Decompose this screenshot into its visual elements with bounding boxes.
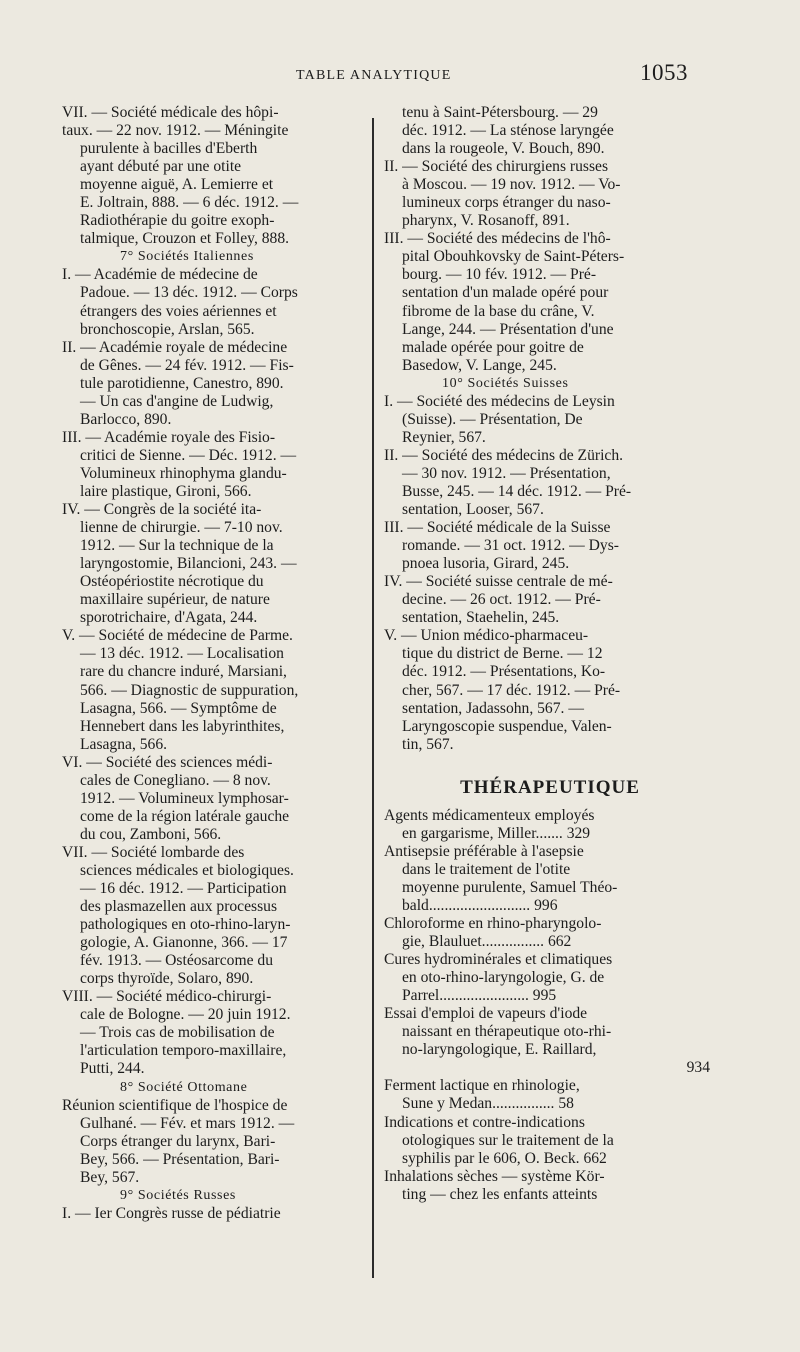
index-line: VII. — Société lombarde des [62, 843, 245, 861]
index-line-continuation: 566. — Diagnostic de suppuration, [80, 681, 299, 699]
index-line-continuation: critici de Sienne. — Déc. 1912. — [80, 446, 297, 464]
society-group-heading: 7° Sociétés Italiennes [120, 249, 254, 265]
index-line-continuation: maxillaire supérieur, de nature [80, 591, 270, 609]
index-line: I. — Académie de médecine de [62, 266, 258, 284]
right-column [384, 104, 716, 1204]
index-line-continuation: pital Obouhkovsky de Saint-Péters- [402, 248, 625, 266]
index-line-continuation: Busse, 245. — 14 déc. 1912. — Pré- [402, 482, 632, 500]
index-line: Indications et contre-indications [384, 1113, 585, 1131]
index-line: IV. — Congrès de la société ita- [62, 501, 262, 519]
index-line-page-ref: 934 [686, 1059, 710, 1077]
index-line-continuation: — 30 nov. 1912. — Présentation, [402, 464, 611, 482]
index-line-continuation: pnoea lusoria, Girard, 245. [402, 555, 570, 573]
index-line-continuation: Volumineux rhinophyma glandu- [80, 464, 287, 482]
index-line-continuation: decine. — 26 oct. 1912. — Pré- [402, 591, 601, 609]
index-line-continuation: syphilis par le 606, O. Beck. 662 [402, 1149, 607, 1167]
index-line-continuation: Bey, 566. — Présentation, Bari- [80, 1150, 280, 1168]
index-line-continuation: rare du chancre induré, Marsiani, [80, 663, 287, 681]
index-line-continuation: E. Joltrain, 888. — 6 déc. 1912. — [80, 194, 299, 212]
index-line-continuation: malade opérée pour goitre de [402, 338, 584, 356]
index-line-continuation: Radiothérapie du goitre exoph- [80, 212, 275, 230]
index-line-continuation: à Moscou. — 19 nov. 1912. — Vo- [402, 176, 621, 194]
index-line-continuation: — Un cas d'angine de Ludwig, [80, 392, 274, 410]
index-line-continuation: laire plastique, Gironi, 566. [80, 482, 252, 500]
index-line: V. — Union médico-pharmaceu- [384, 627, 589, 645]
index-line: III. — Société médicale de la Suisse [384, 519, 611, 537]
index-line-continuation: Lange, 244. — Présentation d'une [402, 320, 614, 338]
index-line: Antisepsie préférable à l'asepsie [384, 842, 584, 860]
index-line-continuation: tenu à Saint-Pétersbourg. — 29 [402, 104, 598, 121]
index-line-continuation: talmique, Crouzon et Folley, 888. [80, 230, 290, 248]
index-line-continuation: otologiques sur le traitement de la [402, 1131, 614, 1149]
index-line-continuation: Parrel....................... 995 [402, 987, 557, 1005]
index-line-continuation: pharynx, V. Rosanoff, 891. [402, 212, 570, 230]
index-line-continuation: (Suisse). — Présentation, De [402, 410, 583, 428]
index-line: Chloroforme en rhino-pharyngolo- [384, 915, 602, 933]
society-group-heading: 9° Sociétés Russes [120, 1187, 236, 1203]
index-line-continuation: gologie, A. Gianonne, 366. — 17 [80, 934, 288, 952]
index-line-continuation: ting — chez les enfants atteints [402, 1185, 598, 1203]
index-line-continuation: 1912. — Volumineux lymphosar- [80, 789, 289, 807]
left-column [62, 104, 368, 1223]
index-line-continuation: Padoue. — 13 déc. 1912. — Corps [80, 284, 298, 302]
index-line-continuation: gie, Blauluet................ 662 [402, 933, 572, 951]
index-line-continuation: tique du district de Berne. — 12 [402, 645, 603, 663]
index-line-continuation: — 16 déc. 1912. — Participation [80, 880, 287, 898]
index-line-continuation: bronchoscopie, Arslan, 565. [80, 320, 255, 338]
index-line-continuation: fév. 1913. — Ostéosarcome du [80, 952, 273, 970]
page-number: 1053 [640, 60, 688, 85]
index-line-continuation: moyenne purulente, Samuel Théo- [402, 878, 618, 896]
index-line-continuation: dans la rougeole, V. Bouch, 890. [402, 140, 605, 158]
index-line-continuation: — 13 déc. 1912. — Localisation [80, 645, 284, 663]
index-line-continuation: sporotrichaire, d'Agata, 244. [80, 609, 258, 627]
running-head [0, 60, 800, 92]
index-line-continuation: — Trois cas de mobilisation de [80, 1024, 275, 1042]
index-line-continuation: 1912. — Sur la technique de la [80, 537, 274, 555]
index-line-continuation: naissant en thérapeutique oto-rhi- [402, 1023, 612, 1041]
index-line-continuation: dans le traitement de l'otite [402, 860, 571, 878]
index-line: VII. — Société médicale des hôpi- [62, 104, 279, 121]
running-head-title: TABLE ANALYTIQUE [296, 68, 452, 83]
section-heading: THÉRAPEUTIQUE [460, 776, 640, 798]
index-line-continuation: Bey, 567. [80, 1168, 140, 1186]
index-line-continuation: tule parotidienne, Canestro, 890. [80, 374, 284, 392]
index-line-continuation: tin, 567. [402, 735, 454, 753]
society-group-heading: 8° Société Ottomane [120, 1079, 248, 1095]
index-line-continuation: moyenne aiguë, A. Lemierre et [80, 176, 274, 194]
index-line: Cures hydrominérales et climatiques [384, 951, 613, 969]
index-line-continuation: Reynier, 567. [402, 428, 486, 446]
index-line-continuation: Lasagna, 566. — Symptôme de [80, 699, 277, 717]
index-line-continuation: Barlocco, 890. [80, 410, 172, 428]
index-line-continuation: Sune y Medan................ 58 [402, 1095, 574, 1113]
index-line: I. — Société des médecins de Leysin [384, 392, 615, 410]
index-line-continuation: cher, 567. — 17 déc. 1912. — Pré- [402, 681, 621, 699]
index-line-continuation: romande. — 31 oct. 1912. — Dys- [402, 537, 619, 555]
index-line: VI. — Société des sciences médi- [62, 753, 273, 771]
index-line-continuation: Ostéopériostite nécrotique du [80, 573, 264, 591]
index-line-continuation: Corps étranger du larynx, Bari- [80, 1132, 276, 1150]
index-line-continuation: come de la région latérale gauche [80, 807, 290, 825]
index-line: III. — Académie royale des Fisio- [62, 428, 276, 446]
index-line-continuation: ayant débuté par une otite [80, 158, 242, 176]
index-line: II. — Société des chirurgiens russes [384, 158, 609, 176]
index-line-continuation: Putti, 244. [80, 1060, 145, 1078]
index-line: Inhalations sèches — système Kör- [384, 1167, 605, 1185]
index-line-continuation: bourg. — 10 fév. 1912. — Pré- [402, 266, 597, 284]
index-line: III. — Société des médecins de l'hô- [384, 230, 611, 248]
index-line-continuation: Hennebert dans les labyrinthites, [80, 717, 285, 735]
index-line-continuation: cale de Bologne. — 20 juin 1912. [80, 1006, 291, 1024]
index-line: II. — Académie royale de médecine [62, 338, 288, 356]
index-line-continuation: en gargarisme, Miller....... 329 [402, 824, 591, 842]
index-line-continuation: lumineux corps étranger du naso- [402, 194, 611, 212]
index-line-continuation: du cou, Zamboni, 566. [80, 825, 222, 843]
index-line-continuation: de Gênes. — 24 fév. 1912. — Fis- [80, 356, 294, 374]
index-line-continuation: Basedow, V. Lange, 245. [402, 356, 557, 374]
index-line-continuation: sentation, Staehelin, 245. [402, 609, 560, 627]
index-line: taux. — 22 nov. 1912. — Méningite [62, 122, 289, 140]
column-divider [372, 118, 374, 1278]
index-line-continuation: Lasagna, 566. [80, 735, 168, 753]
index-line-continuation: corps thyroïde, Solaro, 890. [80, 970, 254, 988]
index-line-continuation: étrangers des voies aériennes et [80, 302, 277, 320]
index-line-continuation: lienne de chirurgie. — 7-10 nov. [80, 519, 283, 537]
index-line-continuation: bald.......................... 996 [402, 896, 558, 914]
index-line-continuation: Gulhané. — Fév. et mars 1912. — [80, 1114, 295, 1132]
index-line: I. — Ier Congrès russe de pédiatrie [62, 1204, 281, 1222]
index-line-continuation: sciences médicales et biologiques. [80, 861, 294, 879]
index-line-continuation: fibrome de la base du crâne, V. [402, 302, 595, 320]
index-line-continuation: sentation, Looser, 567. [402, 501, 544, 519]
index-line-continuation: Laryngoscopie suspendue, Valen- [402, 717, 612, 735]
index-line: II. — Société des médecins de Zürich. [384, 446, 624, 464]
index-line-continuation: des plasmazellen aux processus [80, 898, 278, 916]
index-line-continuation: déc. 1912. — Présentations, Ko- [402, 663, 606, 681]
index-line-continuation: laryngostomie, Bilancioni, 243. — [80, 555, 297, 573]
index-line: Réunion scientifique de l'hospice de [62, 1096, 288, 1114]
index-line-continuation: no-laryngologique, E. Raillard, [402, 1041, 597, 1059]
index-line: Agents médicamenteux employés [384, 806, 595, 824]
index-line: IV. — Société suisse centrale de mé- [384, 573, 613, 591]
index-line: V. — Société de médecine de Parme. [62, 627, 293, 645]
index-line-continuation: déc. 1912. — La sténose laryngée [402, 122, 614, 140]
index-line: Essai d'emploi de vapeurs d'iode [384, 1005, 588, 1023]
index-line-continuation: sentation d'un malade opéré pour [402, 284, 609, 302]
index-line-continuation: sentation, Jadassohn, 567. — [402, 699, 584, 717]
index-line: VIII. — Société médico-chirurgi- [62, 988, 272, 1006]
index-line-continuation: l'articulation temporo-maxillaire, [80, 1042, 287, 1060]
index-line: Ferment lactique en rhinologie, [384, 1077, 580, 1095]
index-line-continuation: pathologiques en oto-rhino-laryn- [80, 916, 291, 934]
index-line-continuation: en oto-rhino-laryngologie, G. de [402, 969, 605, 987]
index-line-continuation: cales de Conegliano. — 8 nov. [80, 771, 271, 789]
society-group-heading: 10° Sociétés Suisses [442, 375, 569, 391]
index-line-continuation: purulente à bacilles d'Eberth [80, 140, 258, 158]
